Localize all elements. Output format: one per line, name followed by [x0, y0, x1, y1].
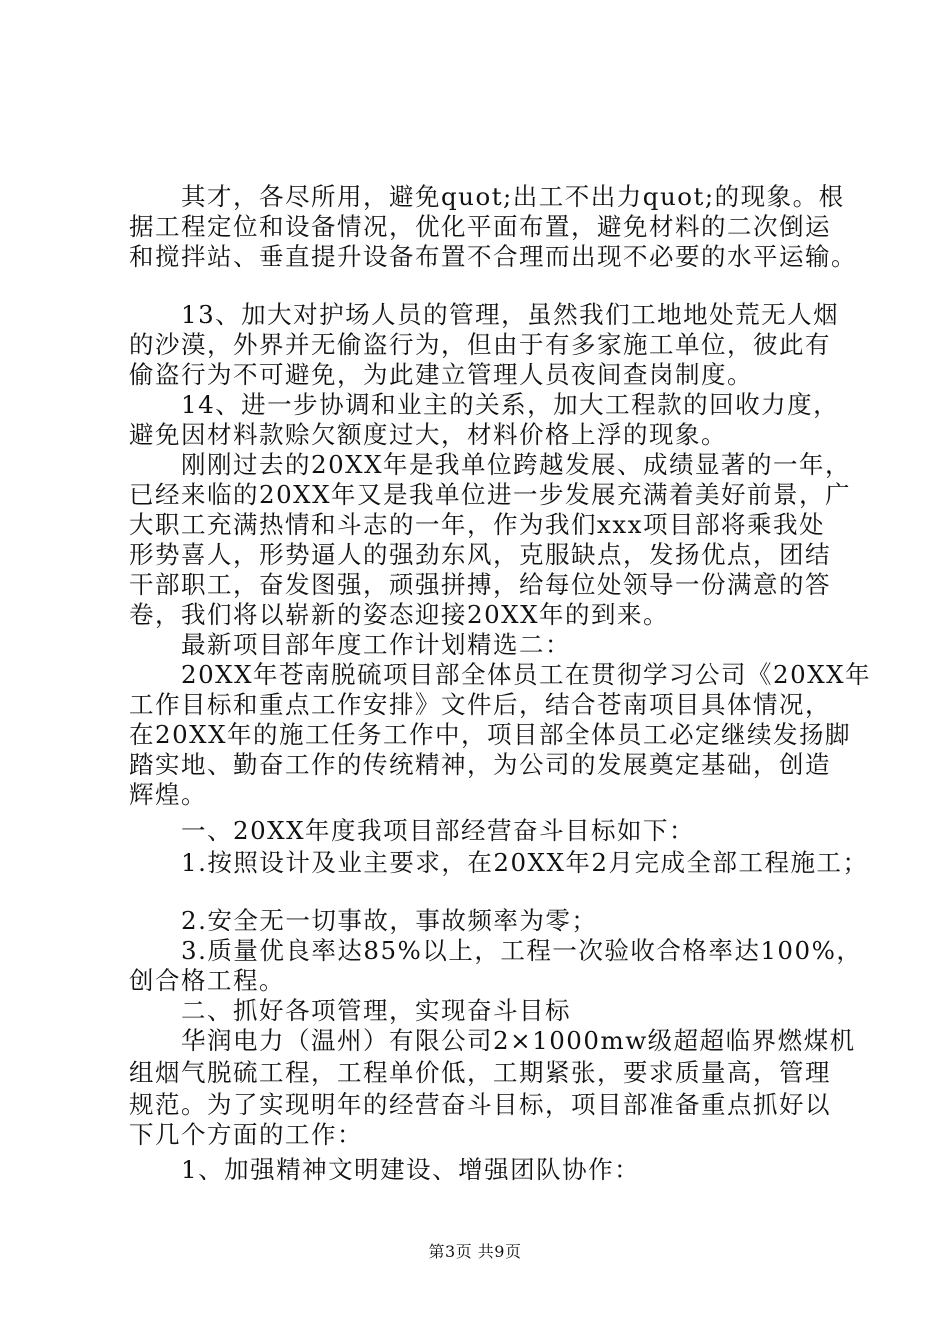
body-line-14: 卷，我们将以崭新的姿态迎接20XX年的到来。 — [129, 600, 670, 629]
sub-heading-1: 1、加强精神文明建设、增强团队协作： — [181, 1155, 641, 1184]
body-line-11: 大职工充满热情和斗志的一年，作为我们xxx项目部将乘我处 — [129, 510, 825, 539]
body-line-20: 辉煌。 — [129, 780, 207, 809]
body-line-7: 14、进一步协调和业主的关系，加大工程款的回收力度， — [181, 390, 840, 419]
list-item-1: 1.按照设计及业主要求，在20XX年2月完成全部工程施工； — [181, 848, 869, 877]
body-line-30: 下几个方面的工作： — [129, 1120, 363, 1149]
body-line-13: 干部职工，奋发图强，顽强拼搏，给每位处领导一份满意的答 — [129, 570, 831, 599]
heading-goal-one: 一、20XX年度我项目部经营奋斗目标如下： — [181, 816, 696, 845]
body-line-27: 华润电力（温州）有限公司2×1000mw级超超临界燃煤机 — [181, 1026, 856, 1055]
body-line-3: 和搅拌站、垂直提升设备布置不合理而出现不必要的水平运输。 — [129, 242, 857, 271]
body-line-16: 20XX年苍南脱硫项目部全体员工在贯彻学习公司《20XX年 — [181, 660, 872, 689]
body-line-8: 避免因材料款赊欠额度过大，材料价格上浮的现象。 — [129, 420, 727, 449]
list-item-2: 2.安全无一切事故，事故频率为零； — [181, 906, 598, 935]
body-line-18: 在20XX年的施工任务工作中，项目部全体员工必定继续发扬脚 — [129, 720, 852, 749]
body-line-6: 偷盗行为不可避免，为此建立管理人员夜间查岗制度。 — [129, 360, 753, 389]
list-item-3-cont: 创合格工程。 — [129, 966, 285, 995]
section-heading-selection-two: 最新项目部年度工作计划精选二： — [181, 630, 571, 659]
body-line-9: 刚刚过去的20XX年是我单位跨越发展、成绩显著的一年， — [181, 450, 852, 479]
heading-goal-two: 二、抓好各项管理，实现奋斗目标 — [181, 996, 571, 1025]
body-line-2: 据工程定位和设备情况，优化平面布置，避免材料的二次倒运 — [129, 212, 831, 241]
body-line-17: 工作目标和重点工作安排》文件后，结合苍南项目具体情况， — [129, 690, 831, 719]
body-line-1: 其才，各尽所用，避免quot;出工不出力quot;的现象。根 — [181, 182, 845, 211]
body-line-28: 组烟气脱硫工程，工程单价低，工期紧张，要求质量高，管理 — [129, 1058, 831, 1087]
body-line-19: 踏实地、勤奋工作的传统精神，为公司的发展奠定基础，创造 — [129, 750, 831, 779]
list-item-3: 3.质量优良率达85%以上，工程一次验收合格率达100%， — [181, 936, 863, 965]
page-footer: 第3页 共9页 — [428, 1242, 522, 1261]
body-line-10: 已经来临的20XX年又是我单位进一步发展充满着美好前景，广 — [129, 480, 852, 509]
body-line-12: 形势喜人，形势逼人的强劲东风，克服缺点，发扬优点，团结 — [129, 540, 831, 569]
body-line-29: 规范。为了实现明年的经营奋斗目标，项目部准备重点抓好以 — [129, 1090, 831, 1119]
body-line-4: 13、加大对护场人员的管理，虽然我们工地地处荒无人烟 — [181, 300, 840, 329]
body-line-5: 的沙漠，外界并无偷盗行为，但由于有多家施工单位，彼此有 — [129, 330, 831, 359]
